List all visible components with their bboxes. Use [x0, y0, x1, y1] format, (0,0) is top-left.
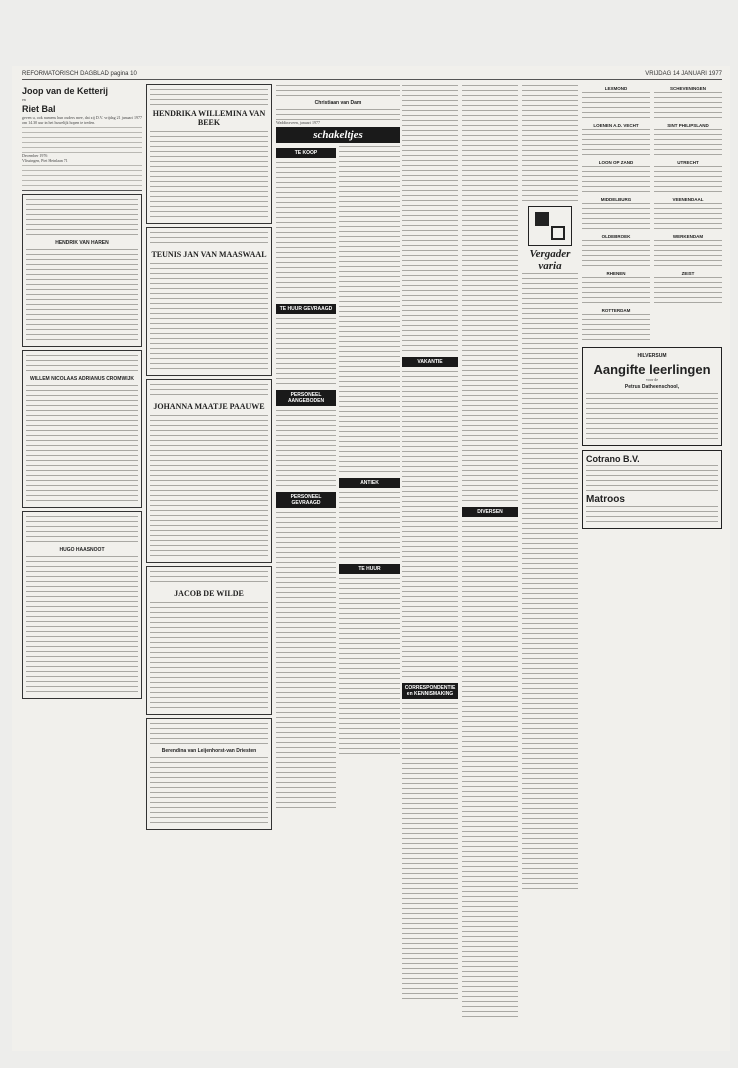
column-5	[462, 84, 518, 1043]
church-place-name: WERKENDAM	[672, 234, 704, 239]
church-place-name: ROTTERDAM	[601, 308, 631, 313]
name-hendrik: HENDRIK VAN HAREN	[55, 240, 109, 246]
section-antiek: ANTIEK	[339, 478, 400, 488]
name-berendina: Berendina van Leijenhorst-van Driesten	[161, 748, 257, 754]
notice-paauwe	[146, 379, 272, 563]
church-service-entry	[582, 123, 650, 158]
en-word: en	[22, 97, 26, 102]
ad-hilversum: HILVERSUM	[637, 353, 667, 359]
header-left: REFORMATORISCH DAGBLAD pagina 10	[22, 71, 137, 77]
section-diversen: DIVERSEN	[462, 507, 518, 517]
section-personeel-aangeboden: PERSONEEL AANGEBODEN	[276, 390, 336, 406]
name-willem: WILLEM NICOLAAS ADRIANUS CROMWIJK	[30, 376, 134, 382]
church-service-entry	[582, 234, 650, 269]
notice-van-haren	[22, 194, 142, 347]
church-place-name: MIDDELBURG	[600, 197, 632, 202]
place-date: Waddinxveen, januari 1977	[276, 120, 320, 125]
church-service-entry	[654, 160, 722, 195]
ad-aangifte-school: Petrus Datheenschool,	[624, 384, 680, 390]
wedding-announcement: geven u, ook namens hun ouders mee, dat zij D.V. vrijdag 21 januari 1977 om 14.30 uur in het huwelijk hopen te treden.	[22, 115, 142, 125]
church-place-name: OLDEBROEK	[601, 234, 631, 239]
ad-matroos-title: Matroos	[586, 494, 625, 505]
notice-de-wilde	[146, 566, 272, 715]
church-service-entry	[582, 160, 650, 195]
ad-aangifte	[582, 347, 722, 446]
column-2	[146, 84, 272, 1043]
church-service-entry	[654, 271, 722, 306]
ad-cotrano-title: Cotrano B.V.	[586, 454, 640, 464]
church-place-name: LEXMOND	[604, 86, 628, 91]
church-place-name: LOENEN A.D. VECHT	[593, 123, 639, 128]
schakeltjes-banner: schakeltjes	[276, 127, 400, 143]
church-service-entry	[582, 271, 650, 306]
column-4	[402, 84, 458, 1043]
church-service-entry	[654, 197, 722, 232]
church-service-entry	[654, 86, 722, 121]
church-place-name: SINT PHILIPSLAND	[667, 123, 709, 128]
notice-cromwijk	[22, 350, 142, 508]
announcement-date: December 1976	[22, 153, 48, 158]
newspaper-page	[12, 66, 730, 1051]
announcement-address: Vlissingen, Piet Heinlaan 71	[22, 158, 68, 163]
header-right: VRIJDAG 14 JANUARI 1977	[645, 71, 722, 77]
name-jacob: JACOB DE WILDE	[174, 589, 244, 598]
church-service-entry	[582, 308, 650, 343]
church-service-entry	[654, 123, 722, 158]
section-te-koop: TE KOOP	[276, 148, 336, 158]
name-groom: Joop van de Ketterij	[22, 86, 109, 96]
notice-van-maaswaal	[146, 227, 272, 376]
church-place-name: VEENENDAAL	[672, 197, 704, 202]
church-service-entry	[654, 234, 722, 269]
church-place-name: RHENEN	[606, 271, 626, 276]
section-te-huur-gevraagd: TE HUUR GEVRAAGD	[276, 304, 336, 314]
church-place-name: UTRECHT	[677, 160, 699, 165]
name-christiaan: Christiaan van Dam	[314, 100, 362, 106]
ad-cotrano	[582, 450, 722, 529]
ad-aangifte-sub: voor de	[645, 377, 659, 382]
section-correspondentie: CORRESPONDENTIE en KENNISMAKING	[402, 683, 458, 699]
church-place-name: ZEIST	[681, 271, 695, 276]
vergader-logo	[528, 206, 572, 246]
name-bride: Riet Bal	[22, 104, 56, 114]
ad-aangifte-title: Aangifte leerlingen	[593, 362, 711, 377]
vergader-varia-title: Vergader varia	[529, 248, 571, 272]
name-hendrika: HENDRIKA WILLEMINA VAN BEEK	[152, 109, 266, 127]
notice-leijenhorst	[146, 718, 272, 830]
church-place-name: SCHEVENINGEN	[669, 86, 706, 91]
section-te-huur: TE HUUR	[339, 564, 400, 574]
running-header	[22, 70, 722, 80]
name-johanna: JOHANNA MAATJE PAAUWE	[153, 402, 265, 411]
notice-haasnoot	[22, 511, 142, 699]
notice-van-beek	[146, 84, 272, 224]
column-7	[582, 84, 722, 1043]
church-service-entry	[582, 197, 650, 232]
column-3	[276, 84, 400, 1043]
church-services-list	[582, 84, 722, 343]
column-6	[522, 84, 578, 1043]
church-place-name: LOON OP ZAND	[598, 160, 634, 165]
name-hugo: HUGO HAASNOOT	[59, 547, 105, 553]
column-1	[22, 84, 142, 1043]
section-personeel-gevraagd: PERSONEEL GEVRAAGD	[276, 492, 336, 508]
section-vakantie: VAKANTIE	[402, 357, 458, 367]
church-service-entry	[582, 86, 650, 121]
name-teunis: TEUNIS JAN VAN MAASWAAL	[151, 250, 267, 259]
